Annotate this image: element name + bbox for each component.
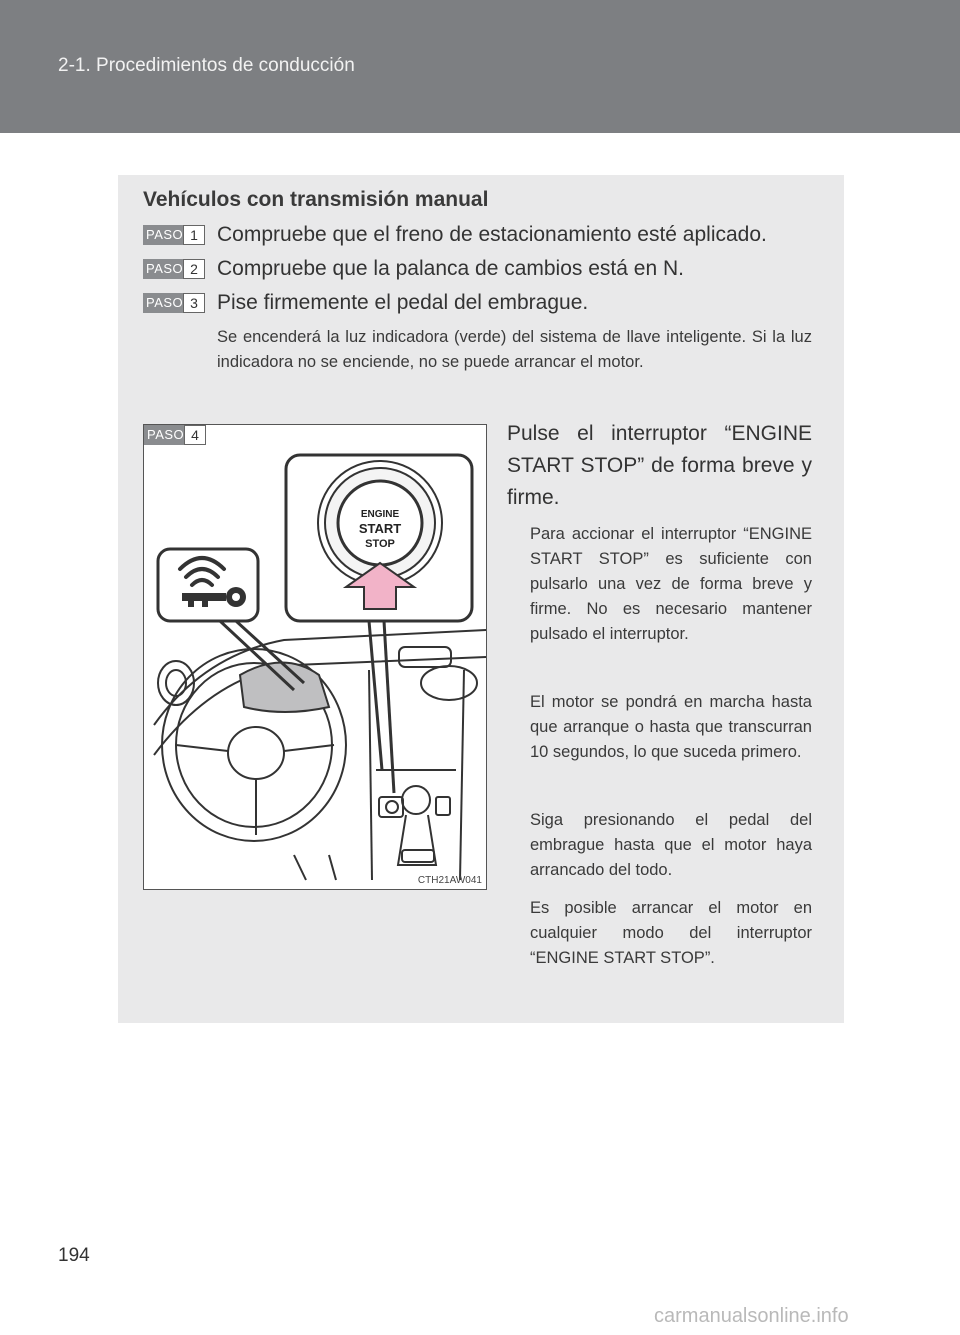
- step-4-text: Pulse el interruptor “ENGINE START STOP” de forma breve y firme.: [507, 422, 812, 509]
- page-number: 194: [58, 1245, 90, 1266]
- paso-label: PASO: [143, 225, 183, 245]
- step-2-text: Compruebe que la palanca de cambios está en N.: [217, 257, 684, 280]
- step-badge-1: [143, 225, 205, 245]
- stop-label: STOP: [365, 538, 395, 550]
- watermark: carmanualsonline.info: [654, 1305, 849, 1327]
- chapter-title: 2-1. Procedimientos de conducción: [58, 55, 355, 76]
- step-number: 3: [183, 293, 205, 313]
- engine-start-figure: [143, 424, 487, 890]
- step-badge-2: [143, 259, 205, 279]
- step-badge-4: [144, 425, 206, 445]
- step-4-note-4: Es posible arrancar el motor en cualquier modo del interruptor “ENGINE START STOP”.: [530, 899, 812, 967]
- figure-code: CTH21AW041: [417, 875, 482, 886]
- step-number: 1: [183, 225, 205, 245]
- step-1-text: Compruebe que el freno de estacionamiento esté aplicado.: [217, 223, 767, 246]
- paso-label: PASO: [143, 259, 183, 279]
- step-number: 4: [184, 425, 206, 445]
- step-3-note: Se encenderá la luz indicadora (verde) del sistema de llave inteligente. Si la luz indicadora no se enciende, no se puede arrancar el motor.: [217, 328, 812, 371]
- step-4-note-3: Siga presionando el pedal del embrague hasta que el motor haya arrancado del todo.: [530, 811, 812, 879]
- step-4-note-2: El motor se pondrá en marcha hasta que arranque o hasta que transcurran 10 segundos, lo que suceda primero.: [530, 693, 812, 761]
- paso-label: PASO: [143, 293, 183, 313]
- page-header: [0, 0, 960, 133]
- section-title: Vehículos con transmisión manual: [143, 188, 489, 211]
- step-badge-3: [143, 293, 205, 313]
- dashboard-illustration: [144, 425, 486, 889]
- engine-label: ENGINE: [360, 509, 400, 520]
- step-4-note-1: Para accionar el interruptor “ENGINE START STOP” es suficiente con pulsarlo una vez de forma breve y firme. No es necesario mantener pulsado el interruptor.: [530, 525, 812, 643]
- step-3-text: Pise firmemente el pedal del embrague.: [217, 291, 589, 314]
- paso-label: PASO: [144, 425, 184, 445]
- start-label: START: [358, 521, 402, 536]
- step-number: 2: [183, 259, 205, 279]
